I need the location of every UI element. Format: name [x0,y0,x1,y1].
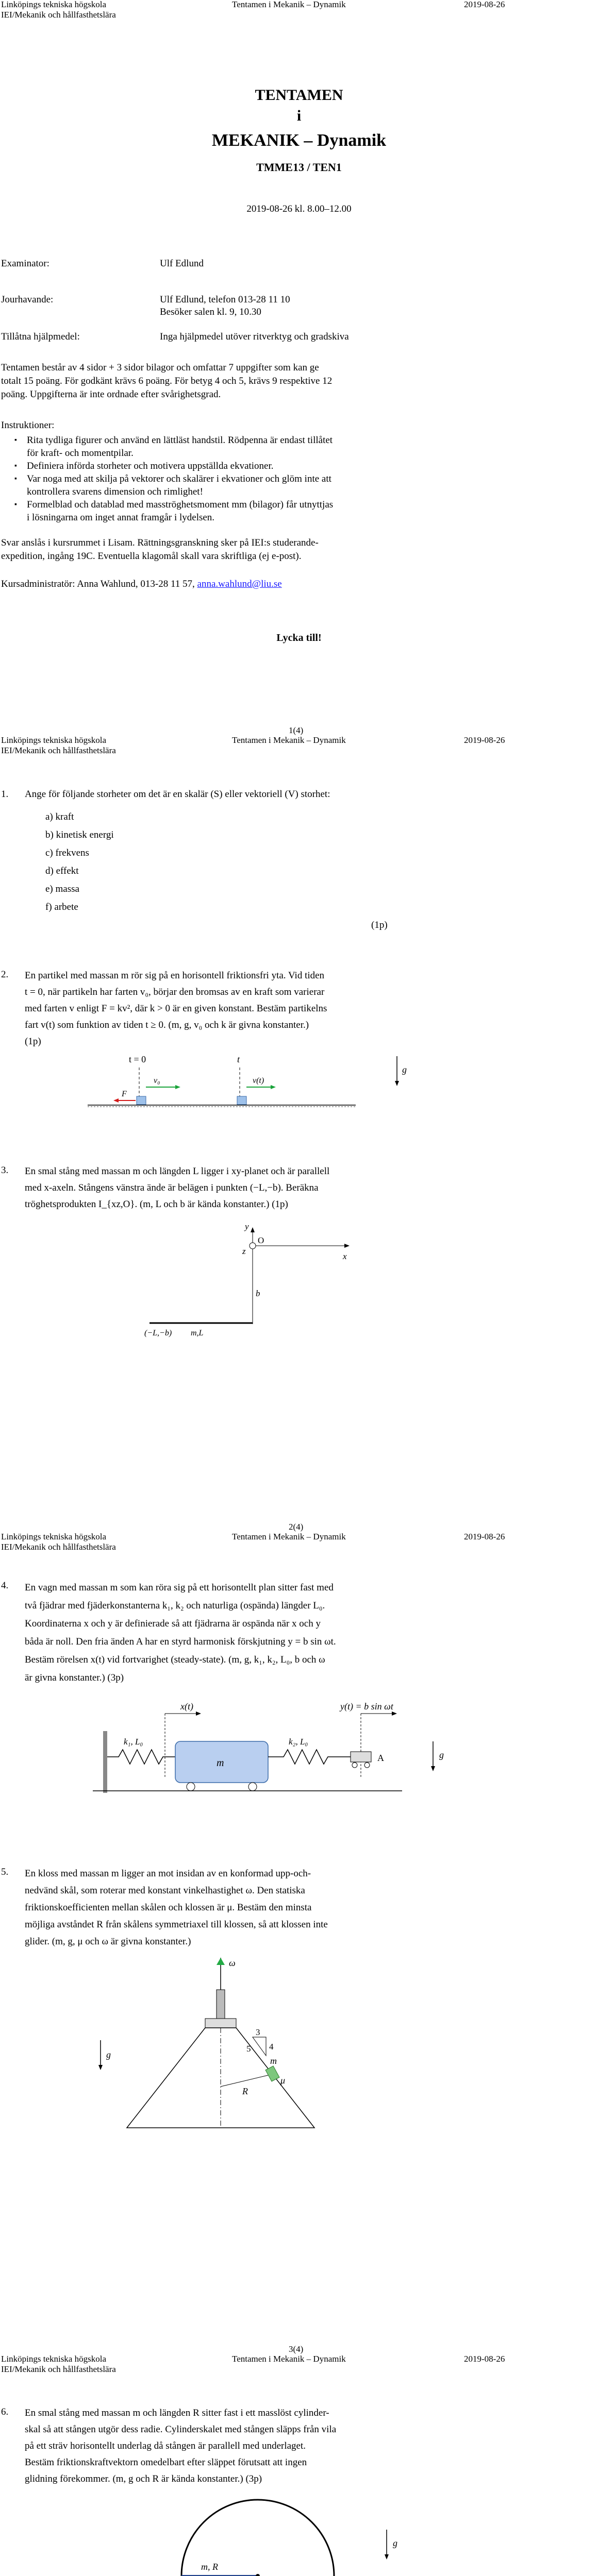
p2-number: 2. [1,969,9,980]
p3-y-arrowhead [251,1227,255,1232]
title-tentamen: TENTAMEN [255,87,343,104]
instruction-item-cont: för kraft- och momentpilar. [27,448,134,459]
p4-line: En vagn med massan m som kan röra sig på ett horisontellt plan sitter fast med [25,1582,334,1593]
p5-label-m: m [270,2056,277,2066]
p1-points: (1p) [371,920,388,930]
p5-hub [205,2019,236,2028]
p4-label-xt: x(t) [180,1701,193,1711]
p4-line: Koordinaterna x och y är definierade så att fjädrarna är ospända när x och y [25,1618,321,1629]
p2-gravity-arrowhead [395,1081,399,1086]
p3-line: med x-axeln. Stångens vänstra ände är belägen i punkten (−L,−b). Beräkna [25,1182,319,1193]
p5-gravity-arrowhead [98,2065,103,2070]
header-course: Tentamen i Mekanik – Dynamik [232,0,346,9]
p4-label-yt: y(t) = b sin ωt [340,1701,393,1711]
header-department: IEI/Mekanik och hållfasthetslära [1,1542,116,1552]
p3-label-b: b [256,1289,260,1298]
aids-value: Inga hjälpmedel utöver ritverktyg och gradskiva [160,331,349,342]
p4-label-A: A [377,1753,384,1763]
p6-line: glidning förekommer. (m, g och R är kända konstanter.) (3p) [25,2473,262,2484]
duty-value-2: Besöker salen kl. 9, 10.30 [160,307,261,317]
p3-label-z: z [242,1246,246,1256]
answer-line-2: expedition, ingång 19C. Eventuella klagomål skall vara skriftliga (ej e-post). [1,551,302,562]
p1-options [45,808,114,916]
instruction-item-cont: i lösningarna om inget annat framgår i lydelsen. [27,512,215,523]
header-university: Linköpings tekniska högskola [1,735,106,745]
instructions-label: Instruktioner: [1,420,55,431]
answer-line-1: Svar anslås i kursrummet i Lisam. Rättningsgranskning sker på IEI:s studerande- [1,537,319,548]
p5-line: friktionskoefficienten mellan skålen och klossen är μ. Bestäm den minsta [25,1902,312,1913]
p4-line: är givna konstanter.) (3p) [25,1672,124,1683]
p3-x-arrowhead [344,1244,350,1248]
info-line-3: poäng. Uppgifterna är inte ordnade efter svårighetsgrad. [1,389,221,400]
p4-figure [72,1700,464,1803]
p3-label-mL: m,L [191,1329,204,1337]
header-department: IEI/Mekanik och hållfasthetslära [1,2364,116,2374]
instruction-item: ▪ Rita tydliga figurer och använd en lättläst handstil. Rödpenna är endast tillåtet [22,434,333,447]
aids-label: Tillåtna hjälpmedel: [1,331,80,342]
p2-label-vt: v(t) [253,1076,264,1085]
p1-option: a) kraft [45,811,74,822]
header-course: Tentamen i Mekanik – Dynamik [232,2354,346,2364]
course-code: TMME13 / TEN1 [256,161,342,174]
p2-v0-arrowhead [175,1085,180,1089]
p6-line: skal så att stången utgör dess radie. Cylinderskalet med stången släpps från vila [25,2424,337,2435]
p2-vt-arrowhead [271,1085,276,1089]
p5-label-mu: μ [280,2075,286,2086]
header-date: 2019-08-26 [464,2354,505,2364]
p5-label-omega: ω [229,1958,236,1968]
p5-shaft [217,1990,225,2020]
p6-label-mR: m, R [201,2562,218,2572]
header-course: Tentamen i Mekanik – Dynamik [232,735,346,745]
p5-label-g: g [106,2049,111,2060]
admin-line [1,577,282,591]
instruction-item: ▪ Formelblad och datablad med masströghetsmoment mm (bilagor) får utnyttjas [22,498,333,511]
p6-label-g: g [393,2538,397,2548]
header-date: 2019-08-26 [464,1532,505,1541]
exam-datetime: 2019-08-26 kl. 8.00–12.00 [246,204,352,214]
instruction-item-cont: kontrollera svarens dimension och rimlighet! [27,486,203,497]
p3-text [25,1163,329,1213]
p5-line: nedvänd skål, som roterar med konstant vinkelhastighet ω. Den statiska [25,1885,305,1896]
p4-driver-wheel-2 [364,1762,370,1768]
p4-label-m: m [217,1757,224,1769]
p4-text [25,1579,336,1687]
p5-line: En kloss med massan m ligger an mot insidan av en konformad upp-och- [25,1868,311,1879]
p6-line: Bestäm friktionskraftvektorn omedelbart efter släppet förutsatt att ingen [25,2457,307,2468]
examiner-label: Examinator: [1,258,49,269]
p6-line: En smal stång med massan m och längden R sitter fast i ett masslöst cylinder- [25,2408,329,2418]
p2-line: En partikel med massan m rör sig på en horisontell friktionsfri yta. Vid tiden [25,970,325,981]
p6-line: på ett sträv horisontellt underlag då stången är parallell med underlaget. [25,2441,306,2451]
p1-option: e) massa [45,884,79,894]
p3-figure [129,1221,387,1340]
p4-line: två fjädrar med fjäderkonstanterna k₁, k₂ och naturliga (ospända) längder L₀. [25,1600,325,1611]
instruction-item: ▪ Var noga med att skilja på vektorer och skalärer i ekvationer och glöm inte att [22,472,333,485]
good-luck: Lycka till! [276,632,322,643]
p5-label-5: 5 [246,2044,251,2054]
p5-figure [77,1958,469,2143]
p1-option: d) effekt [45,866,79,876]
p6-text [25,2405,336,2487]
p2-text [25,968,327,1050]
p2-particle-start [137,1096,146,1105]
p2-line: med farten v enligt F = kv², där k > 0 är en given konstant. Bestäm partikelns [25,1003,327,1014]
p4-line: båda är noll. Den fria änden A har en styrd harmonisk förskjutning y = b sin ωt. [25,1636,336,1647]
title-course: MEKANIK – Dynamik [211,131,387,150]
p4-number: 4. [1,1580,9,1591]
p3-label-y: y [245,1222,249,1231]
p1-option: f) arbete [45,902,78,912]
p5-text [25,1865,328,1950]
p1-option: b) kinetisk energi [45,829,114,840]
p5-number: 5. [1,1867,9,1877]
p2-label-t: t [237,1054,240,1064]
p4-driver-A [351,1752,371,1762]
p5-label-3: 3 [256,2027,260,2037]
p4-yt-arrowhead [392,1711,397,1716]
p5-omega-arrowhead [217,1958,225,1965]
p4-label-g: g [439,1750,444,1760]
p5-label-R: R [242,2086,248,2096]
header-date: 2019-08-26 [464,0,505,9]
p3-label-point: (−L,−b) [144,1329,172,1337]
p5-line: möjliga avståndet R från skålens symmetriaxel till klossen, så att klossen inte [25,1919,328,1930]
p1-number: 1. [1,789,9,800]
p4-wheel-left [187,1783,195,1791]
info-line-2: totalt 15 poäng. För godkänt krävs 6 poäng. För betyg 4 och 5, krävs 9 respektive 12 [1,376,333,386]
instruction-item: ▪ Definiera införda storheter och motivera uppställda ekvationer. [22,460,333,472]
p4-line: Bestäm rörelsen x(t) vid fortvarighet (steady-state). (m, g, k₁, k₂, L₀, b och ω [25,1654,325,1665]
p2-particle-later [237,1096,246,1105]
p3-label-O: O [258,1235,264,1245]
p4-wheel-right [248,1783,257,1791]
header-department: IEI/Mekanik och hållfasthetslära [1,10,116,20]
p2-label-t0: t = 0 [129,1054,146,1064]
p2-figure [67,1051,438,1123]
admin-email-link[interactable]: anna.wahlund@liu.se [197,579,282,589]
p2-force-arrowhead [113,1098,119,1103]
p6-figure [31,2494,443,2576]
p2-line: fart v(t) som funktion av tiden t ≥ 0. (m, g, v₀ och k är givna konstanter.) [25,1020,309,1030]
page-number: 1(4) [289,725,304,735]
p4-driver-wheel-1 [352,1762,357,1768]
page-number: 2(4) [289,1522,304,1532]
p4-spring-2 [268,1750,351,1764]
header-course: Tentamen i Mekanik – Dynamik [232,1532,346,1541]
header-university: Linköpings tekniska högskola [1,2354,106,2364]
info-line-1: Tentamen består av 4 sidor + 3 sidor bilagor och omfattar 7 uppgifter som kan ge [1,362,319,373]
header-date: 2019-08-26 [464,735,505,745]
header-university: Linköpings tekniska högskola [1,0,106,9]
p6-number: 6. [1,2406,9,2417]
p3-line: tröghetsprodukten I_{xz,O}. (m, L och b är kända konstanter.) (1p) [25,1199,288,1210]
p4-label-k2: k₂, L₀ [289,1737,308,1747]
p2-line: t = 0, när partikeln har farten v₀, börjar den bromsas av en kraft som varierar [25,987,325,997]
p4-label-k1: k₁, L₀ [124,1737,143,1747]
p3-label-x: x [343,1251,347,1261]
p2-label-v0: v₀ [154,1076,160,1085]
p5-line: glider. (m, g, μ och ω är givna konstanter.) [25,1936,191,1947]
examiner-value: Ulf Edlund [160,258,204,269]
instructions-list [10,434,333,524]
p6-center [256,2574,260,2576]
p3-origin-circle [250,1243,256,1249]
title-i: i [296,107,302,124]
p1-text: Ange för följande storheter om det är en skalär (S) eller vektoriell (V) storhet: [25,789,330,800]
p4-gravity-arrowhead [431,1766,435,1771]
p3-line: En smal stång med massan m och längden L ligger i xy-planet och är parallell [25,1166,330,1177]
p5-label-4: 4 [269,2042,274,2052]
p4-left-wall [103,1731,107,1793]
duty-value-1: Ulf Edlund, telefon 013-28 11 10 [160,294,290,305]
p2-label-g: g [402,1064,407,1075]
p1-option: c) frekvens [45,848,89,858]
p4-xt-arrowhead [196,1711,201,1716]
p6-gravity-arrowhead [385,2554,389,2560]
p2-label-F: F [122,1090,127,1098]
header-department: IEI/Mekanik och hållfasthetslära [1,745,116,755]
duty-label: Jourhavande: [1,294,54,305]
p3-number: 3. [1,1165,9,1176]
header-university: Linköpings tekniska högskola [1,1532,106,1541]
p2-line: (1p) [25,1036,41,1047]
page-number: 3(4) [289,2344,304,2354]
admin-text: Kursadministratör: Anna Wahlund, 013-28 11 57, [1,579,195,589]
